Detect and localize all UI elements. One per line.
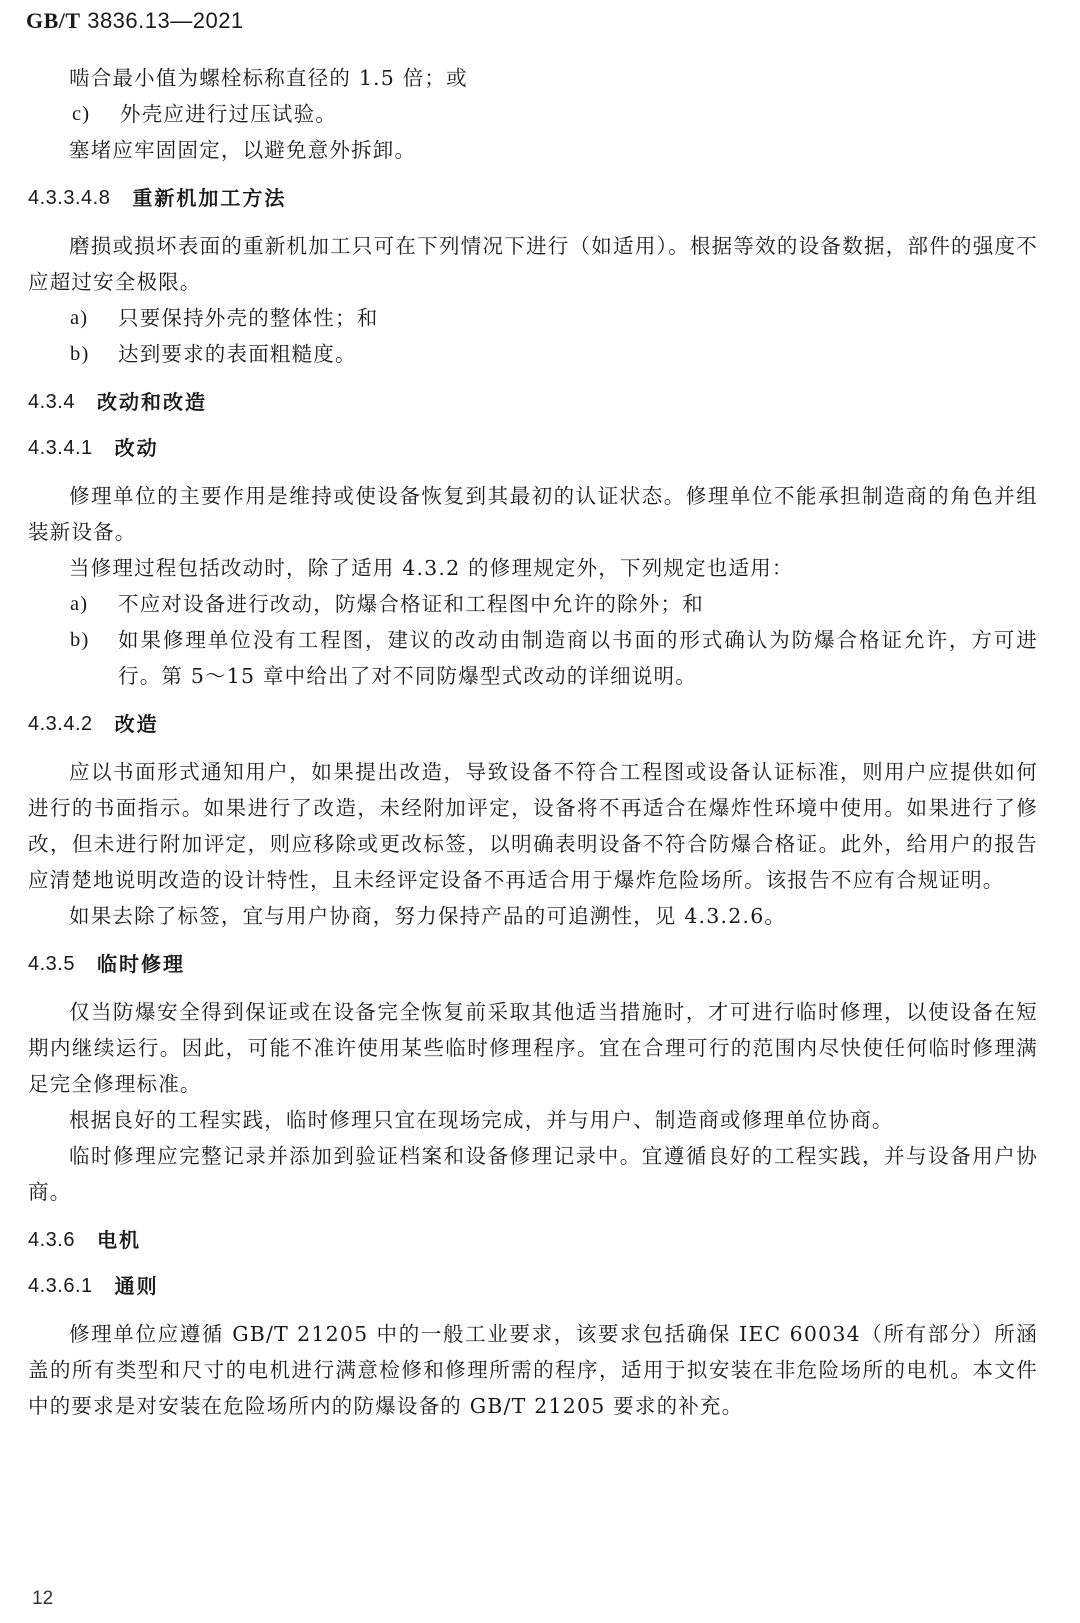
section-number: 4.3.6.1: [28, 1275, 93, 1297]
section-title: 改动和改造: [96, 390, 207, 414]
list-marker: a): [70, 307, 89, 329]
page-number: 12: [32, 1588, 54, 1609]
section-number: 4.3.4.1: [28, 437, 93, 459]
paragraph: 修理单位的主要作用是维持或使设备恢复到其最初的认证状态。修理单位不能承担制造商的角色并组装新设备。: [28, 484, 1038, 544]
list-text: 达到要求的表面粗糙度。: [118, 342, 357, 366]
section-number: 4.3.4.2: [28, 713, 93, 735]
standard-prefix: GB/T: [26, 8, 81, 33]
list-item: [28, 96, 1038, 132]
section-title: 改造: [114, 712, 159, 736]
document-body: [28, 60, 1038, 1424]
paragraph: 根据良好的工程实践，临时修理只宜在现场完成，并与用户、制造商或修理单位协商。: [69, 1108, 894, 1132]
section-number: 4.3.6: [28, 1229, 75, 1251]
page-header: [26, 8, 244, 34]
section-title: 临时修理: [96, 952, 185, 976]
section-number: 4.3.5: [28, 953, 75, 975]
list-text: 如果修理单位没有工程图，建议的改动由制造商以书面的形式确认为防爆合格证允许，方可进行。第 5～15 章中给出了对不同防爆型式改动的详细说明。: [118, 628, 1038, 688]
section-heading-4-3-5: [28, 948, 1038, 980]
paragraph: 磨损或损坏表面的重新机加工只可在下列情况下进行（如适用）。根据等效的设备数据，部件的强度不应超过安全极限。: [28, 234, 1038, 294]
paragraph: 临时修理应完整记录并添加到验证档案和设备修理记录中。宜遵循良好的工程实践，并与设备用户协商。: [28, 1144, 1038, 1204]
section-heading-4-3-4-2: [28, 708, 1038, 740]
list-marker: c): [72, 103, 91, 125]
continuation-text: 啮合最小值为螺栓标称直径的 1.5 倍；或: [69, 66, 468, 90]
list-text: 不应对设备进行改动，防爆合格证和工程图中允许的除外；和: [118, 592, 704, 616]
section-number: 4.3.4: [28, 391, 75, 413]
list-item: [28, 622, 1038, 694]
section-heading-4-3-6-1: [28, 1270, 1038, 1302]
paragraph: 当修理过程包括改动时，除了适用 4.3.2 的修理规定外，下列规定也适用：: [69, 556, 794, 580]
section-title: 改动: [114, 436, 159, 460]
paragraph: 如果去除了标签，宜与用户协商，努力保持产品的可追溯性，见 4.3.2.6。: [69, 904, 787, 928]
section-title: 通则: [114, 1274, 159, 1298]
paragraph: 塞堵应牢固固定，以避免意外拆卸。: [69, 138, 417, 162]
section-number: 4.3.3.4.8: [28, 187, 111, 209]
list-item: [28, 300, 1038, 336]
paragraph: 修理单位应遵循 GB/T 21205 中的一般工业要求，该要求包括确保 IEC 60034（所有部分）所涵盖的所有类型和尺寸的电机进行满意检修和修理所需的程序，适用于拟安装在非危险场所的电机。本文件中的要求是对安装在危险场所内的防爆设备的 GB/T 21205 要求的补充。: [28, 1322, 1038, 1418]
section-title: 重新机加工方法: [132, 186, 287, 210]
list-marker: b): [70, 343, 90, 365]
standard-number: 3836.13—2021: [87, 8, 244, 33]
list-item: [28, 336, 1038, 372]
list-text: 外壳应进行过压试验。: [120, 102, 337, 126]
section-heading-4-3-4: [28, 386, 1038, 418]
paragraph: 仅当防爆安全得到保证或在设备完全恢复前采取其他适当措施时，才可进行临时修理，以使设备在短期内继续运行。因此，可能不准许使用某些临时修理程序。宜在合理可行的范围内尽快使任何临时修理满足完全修理标准。: [28, 1000, 1038, 1096]
list-text: 只要保持外壳的整体性；和: [118, 306, 379, 330]
section-title: 电机: [96, 1228, 141, 1252]
list-item: [28, 586, 1038, 622]
section-heading-4-3-3-4-8: [28, 182, 1038, 214]
section-heading-4-3-6: [28, 1224, 1038, 1256]
list-marker: a): [70, 593, 89, 615]
list-marker: b): [70, 629, 90, 651]
paragraph: 应以书面形式通知用户，如果提出改造，导致设备不符合工程图或设备认证标准，则用户应提供如何进行的书面指示。如果进行了改造，未经附加评定，设备将不再适合在爆炸性环境中使用。如果进行了修改，但未进行附加评定，则应移除或更改标签，以明确表明设备不符合防爆合格证。此外，给用户的报告应清楚地说明改造的设计特性，且未经评定设备不再适合用于爆炸危险场所。该报告不应有合规证明。: [28, 760, 1038, 892]
section-heading-4-3-4-1: [28, 432, 1038, 464]
